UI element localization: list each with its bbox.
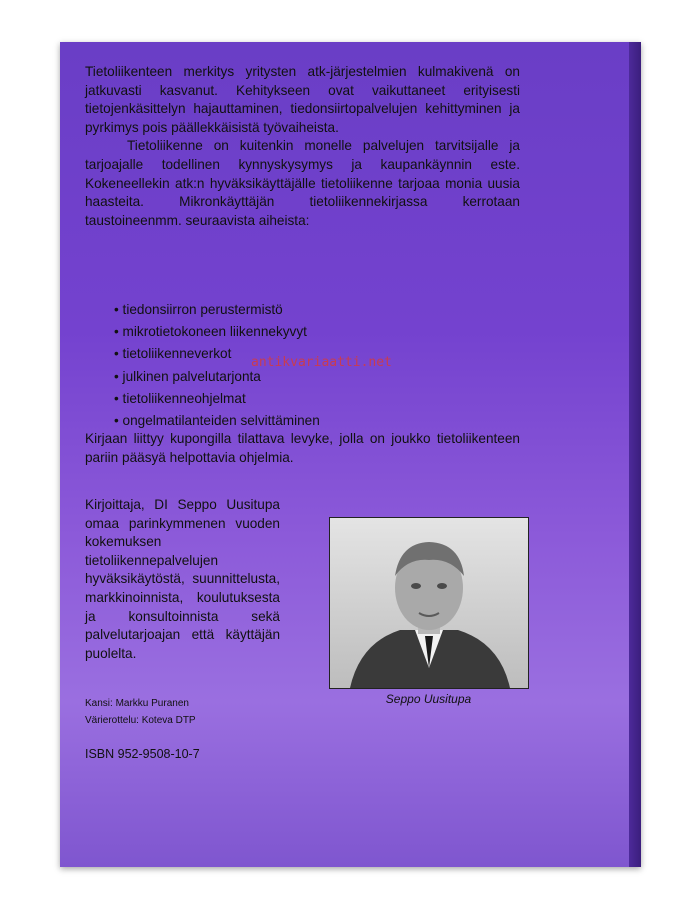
intro-paragraph — [85, 63, 520, 230]
second-paragraph-text: Tietoliikenne on kuitenkin monelle palvelujen tarvitsijalle ja tarjoajalle todellinen kynnyskysymys ja kaupankäynnin este. Kokeneellekin atk:n hyväksikäyttäjälle tietoliikenne tarjoaa monia uusia haasteita. Mikronkäyttäjän tietoliikennekirjassa kerrotaan taustoineenmm. seuraavista aiheista: — [85, 138, 520, 228]
topic-list-item: • tietoliikenneverkot — [114, 343, 320, 365]
isbn: ISBN 952-9508-10-7 — [85, 747, 200, 761]
photo-caption: Seppo Uusitupa — [385, 692, 472, 706]
credits — [85, 695, 196, 729]
color-separation-credit: Värierottelu: Koteva DTP — [85, 715, 196, 726]
cover-credit: Kansi: Markku Puranen — [85, 698, 189, 709]
book-spine-edge — [629, 42, 641, 867]
diskette-paragraph: Kirjaan liittyy kupongilla tilattava levyke, jolla on joukko tietoliikenteen pariin pääsyä helpottavia ohjelmia. — [85, 431, 520, 465]
intro-paragraph-text: Tietoliikenteen merkitys yritysten atk-järjestelmien kulmakivenä on jatkuvasti kasvanut. Kehitykseen ovat vaikuttaneet erityisesti tietojenkäsittelyn hajauttaminen, tiedonsiirtopalvelujen kehittyminen ja pyrkimys pois päällekkäisistä työvaiheista. — [85, 64, 520, 135]
topic-list-item: • ongelmatilanteiden selvittäminen — [114, 410, 320, 432]
topic-list-item: • julkinen palvelutarjonta — [114, 366, 320, 388]
topic-list-item: • mikrotietokoneen liikennekyvyt — [114, 321, 320, 343]
author-photo — [329, 517, 529, 689]
author-bio: Kirjoittaja, DI Seppo Uusitupa omaa parinkymmenen vuoden kokemuksen tietoliikennepalvelujen hyväksikäytöstä, suunnittelusta, markkinoinnista, koulutuksesta ja konsultoinnista sekä palvelutarjoajan että käyttäjän puolelta. — [85, 497, 280, 661]
watermark: antikvariaatti.net — [251, 355, 392, 370]
topic-list-item: • tietoliikenneohjelmat — [114, 388, 320, 410]
topic-list-item: • tiedonsiirron perustermistö — [114, 299, 320, 321]
